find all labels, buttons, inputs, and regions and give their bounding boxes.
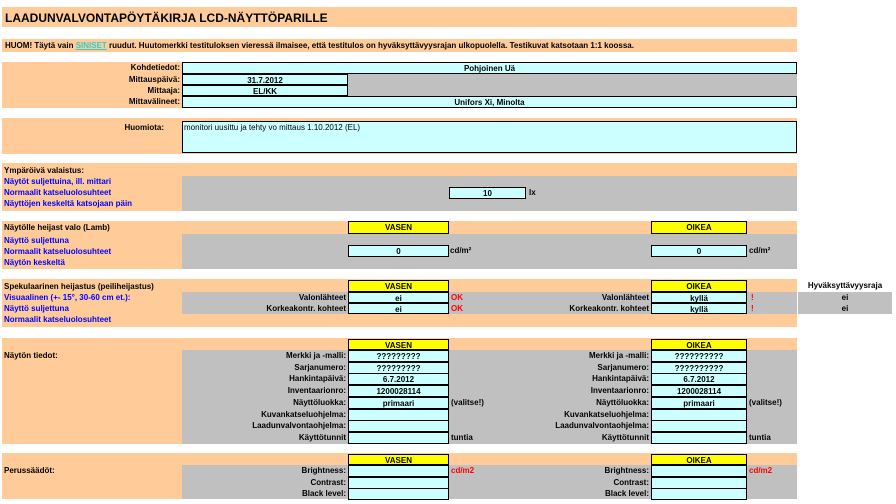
display-right-input[interactable]: 6.7.2012	[651, 373, 747, 385]
lamb-line3: Näytön keskeltä	[4, 258, 65, 267]
kohde-label: Kohdetiedot:	[130, 63, 180, 72]
basic-left-label: Contrast:	[310, 478, 346, 487]
basic-left-label: Brightness:	[301, 466, 346, 475]
specular-right-label2: Korkeakontr. kohteet	[569, 304, 649, 313]
specular-left-status2: OK	[451, 304, 463, 313]
display-right-label: Sarjanumero:	[597, 363, 649, 372]
specular-left-status1: OK	[451, 293, 463, 302]
mittaaja-label: Mittaaja:	[147, 86, 180, 95]
basic-right-input[interactable]	[651, 465, 747, 477]
lamb-left-unit: cd/m²	[450, 246, 472, 255]
display-right-label: Käyttötunnit	[601, 433, 649, 442]
ambient-lux-unit: lx	[529, 188, 536, 197]
display-left-input[interactable]: 1200028114	[348, 385, 449, 397]
specular-limit1: ei	[841, 293, 849, 302]
notice-text-post: ruudut. Huutomerkki testituloksen vieressä ilmaisee, että testitulos on hyväksyttävyysrajan ulkopuolella. Testikuvat katsotaan 1:1 koossa.	[106, 41, 634, 50]
notice-highlight: SINISET	[75, 41, 107, 50]
display-right-input[interactable]: ??????????	[651, 350, 747, 362]
specular-limit-header: Hyväksyttävyysraja	[807, 281, 883, 290]
basic-oikea-header: OIKEA	[651, 454, 747, 465]
display-left-input[interactable]: 6.7.2012	[348, 373, 449, 385]
specular-right-flag2: !	[751, 304, 754, 313]
basic-left-unit: cd/m2	[451, 466, 475, 475]
kohde-input[interactable]: Pohjoinen Uä	[182, 62, 797, 74]
specular-vasen-header: VASEN	[348, 280, 449, 292]
display-left-label: Inventaarionro:	[287, 386, 346, 395]
display-left-label: Merkki ja -malli:	[285, 351, 346, 360]
specular-right-label1: Valonlähteet	[601, 293, 649, 302]
display-left-label: Näyttöluokka:	[293, 398, 346, 407]
basic-heading: Perussäädöt:	[4, 466, 55, 475]
display-left-label: Kuvankatseluohjelma:	[261, 410, 346, 419]
display-right-label: Näyttöluokka:	[596, 398, 649, 407]
basic-left-input[interactable]	[348, 488, 449, 500]
basic-right-label: Contrast:	[613, 478, 649, 487]
mittaaja-input[interactable]: EL/KK	[182, 85, 348, 96]
instructions-notice	[2, 39, 797, 52]
page-title: LAADUNVALVONTAPÖYTÄKIRJA LCD-NÄYTTÖPARILLE	[2, 7, 797, 27]
display-left-input[interactable]	[348, 420, 449, 432]
ambient-line3: Näyttöjen keskeltä katsojaan päin	[4, 199, 133, 208]
basic-left-label: Black level:	[301, 489, 346, 498]
specular-heading: Spekulaarinen heijastus (peiliheijastus)	[4, 282, 154, 291]
basic-left-input[interactable]	[348, 465, 449, 477]
display-right-label: Hankintapäivä:	[592, 374, 649, 383]
display-right-label: Merkki ja -malli:	[588, 351, 649, 360]
ambient-heading: Ympäröivä valaistus:	[4, 166, 85, 175]
specular-oikea-header: OIKEA	[651, 280, 747, 292]
display-right-label: Laadunvalvontaohjelma:	[555, 421, 649, 430]
display-heading: Näytön tiedot:	[4, 351, 58, 360]
huomiota-input[interactable]: monitori uusittu ja tehty vo mittaus 1.10.2012 (EL)	[182, 121, 797, 153]
display-left-input[interactable]	[348, 432, 449, 444]
specular-line1: Visuaalinen (+- 15°, 30-60 cm et.):	[4, 293, 131, 302]
display-left-label: Hankintapäivä:	[289, 374, 346, 383]
ambient-line2: Normaalit katseluolosuhteet	[4, 188, 112, 197]
ambient-line1: Näytöt suljettuina, ill. mittari	[4, 177, 112, 186]
lamb-right-input[interactable]: 0	[651, 245, 747, 257]
mittauspaiva-input[interactable]: 31.7.2012	[182, 74, 348, 85]
display-left-label: Sarjanumero:	[294, 363, 346, 372]
specular-left-label2: Korkeakontr. kohteet	[266, 304, 346, 313]
basic-vasen-header: VASEN	[348, 454, 449, 465]
lamb-left-input[interactable]: 0	[348, 245, 449, 257]
lamb-line1: Näyttö suljettuna	[4, 236, 69, 245]
basic-right-label: Black level:	[604, 489, 649, 498]
notice-text-pre: HUOM! Täytä vain	[5, 41, 76, 50]
mittavalineet-label: Mittavälineet:	[128, 97, 180, 106]
huomiota-label: Huomiota:	[124, 123, 164, 132]
display-right-input[interactable]	[651, 420, 747, 432]
display-right-input[interactable]	[651, 432, 747, 444]
lamb-oikea-header: OIKEA	[651, 221, 747, 234]
target-info-gray-fill	[348, 74, 797, 96]
lamb-right-unit: cd/m²	[749, 246, 771, 255]
specular-right-input1[interactable]: kyllä	[651, 292, 747, 303]
display-left-choose-note: (valitse!)	[451, 398, 484, 407]
display-right-input[interactable]: ??????????	[651, 362, 747, 374]
display-right-label: Inventaarionro:	[590, 386, 649, 395]
display-left-hours-unit: tuntia	[451, 433, 473, 442]
specular-line3: Normaalit katseluolosuhteet	[4, 315, 112, 324]
display-vasen-header: VASEN	[348, 339, 449, 350]
specular-left-label1: Valonlähteet	[298, 293, 346, 302]
display-right-hours-unit: tuntia	[749, 433, 771, 442]
display-left-label: Käyttötunnit	[298, 433, 346, 442]
basic-right-label: Brightness:	[604, 466, 649, 475]
mittauspaiva-label: Mittauspäivä:	[128, 75, 180, 84]
display-left-input[interactable]: ?????????	[348, 350, 449, 362]
display-left-label: Laadunvalvontaohjelma:	[252, 421, 346, 430]
display-right-input[interactable]: 1200028114	[651, 385, 747, 397]
lamb-heading: Näytölle heijast valo (Lamb)	[4, 223, 110, 232]
display-left-input[interactable]: ?????????	[348, 362, 449, 374]
display-left-input[interactable]: primaari	[348, 397, 449, 409]
specular-left-input1[interactable]: ei	[348, 292, 449, 303]
display-right-input[interactable]: primaari	[651, 397, 747, 409]
display-oikea-header: OIKEA	[651, 339, 747, 350]
basic-right-unit: cd/m2	[749, 466, 773, 475]
specular-line2: Näyttö suljettuna	[4, 304, 69, 313]
mittavalineet-input[interactable]: Unifors Xi, Minolta	[182, 96, 797, 108]
specular-right-input2[interactable]: kyllä	[651, 303, 747, 314]
specular-right-flag1: !	[751, 293, 754, 302]
display-right-choose-note: (valitse!)	[749, 398, 782, 407]
ambient-lux-input[interactable]: 10	[449, 187, 526, 199]
basic-right-input[interactable]	[651, 488, 747, 500]
lamb-vasen-header: VASEN	[348, 221, 449, 234]
specular-left-input2[interactable]: ei	[348, 303, 449, 314]
specular-limit2: ei	[841, 304, 849, 313]
lamb-line2: Normaalit katseluolosuhteet	[4, 247, 112, 256]
display-right-label: Kuvankatseluohjelma:	[564, 410, 649, 419]
